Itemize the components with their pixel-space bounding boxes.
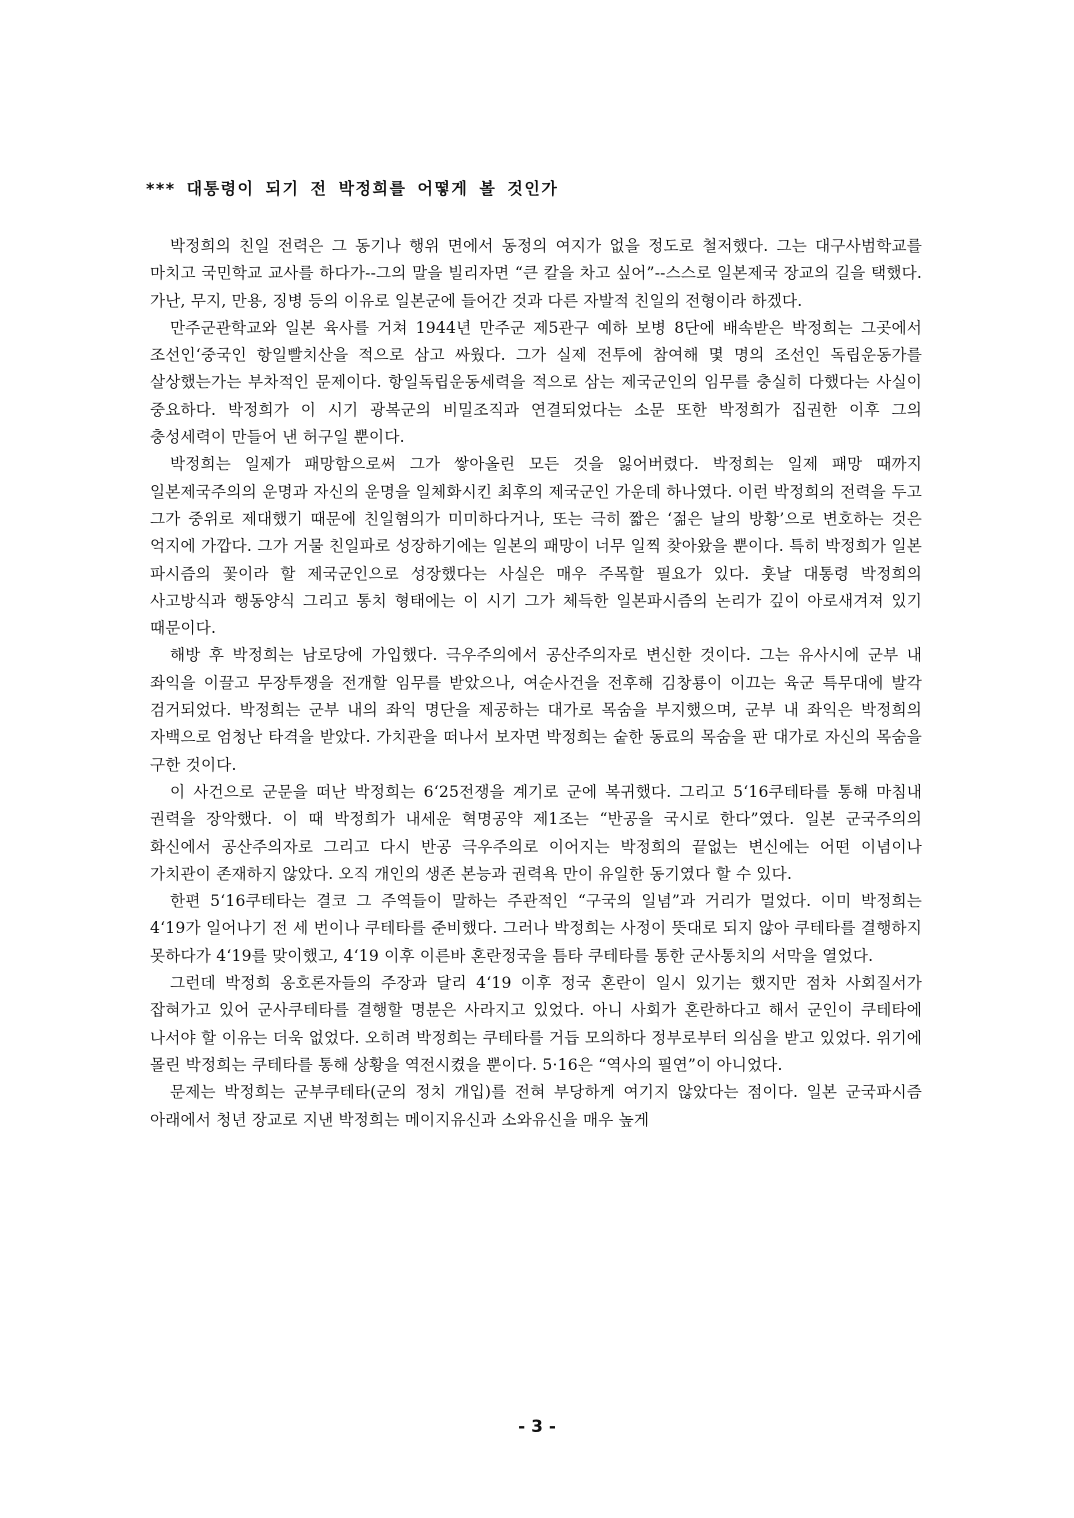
paragraph-8: 문제는 박정희는 군부쿠테타(군의 정치 개입)를 전혀 부당하게 여기지 않았다는 점이다. 일본 군국파시즘 아래에서 청년 장교로 지낸 박정희는 메이지유신과 소와유신을 매우 높게 — [150, 1083, 922, 1129]
body-text — [150, 233, 922, 1134]
paragraph-6: 한편 5‘16쿠테타는 결코 그 주역들이 말하는 주관적인 “구국의 일념”과 거리가 멀었다. 이미 박정희는 4‘19가 일어나기 전 세 번이나 쿠테타를 준비했다. 그러나 박정희는 사정이 뜻대로 되지 않아 쿠테타를 결행하지 못하다가 4‘19를 맞이했고, 4‘19 이후 이른바 혼란정국을 틈타 쿠테타를 통한 군사통치의 서막을 열었다. — [150, 892, 922, 965]
paragraph-1: 박정희의 친일 전력은 그 동기나 행위 면에서 동정의 여지가 없을 정도로 철저했다. 그는 대구사범학교를 마치고 국민학교 교사를 하다가--그의 말을 빌리자면 “큰 칼을 차고 싶어”--스스로 일본제국 장교의 길을 택했다. 가난, 무지, 만용, 징병 등의 이유로 일본군에 들어간 것과 다른 자발적 친일의 전형이라 하겠다. — [150, 237, 922, 310]
paragraph-2: 만주군관학교와 일본 육사를 거쳐 1944년 만주군 제5관구 예하 보병 8단에 배속받은 박정희는 그곳에서 조선인‘중국인 항일빨치산을 적으로 삼고 싸웠다. 그가 실제 전투에 참여해 몇 명의 조선인 독립운동가를 살상했는가는 부차적인 문제이다. 항일독립운동세력을 적으로 삼는 제국군인의 임무를 충실히 다했다는 사실이 중요하다. 박정희가 이 시기 광복군의 비밀조직과 연결되었다는 소문 또한 박정희가 집권한 이후 그의 충성세력이 만들어 낸 허구일 뿐이다. — [150, 318, 922, 447]
paragraph-4: 해방 후 박정희는 남로당에 가입했다. 극우주의에서 공산주의자로 변신한 것이다. 그는 유사시에 군부 내 좌익을 이끌고 무장투쟁을 전개할 임무를 받았으나, 여순사건을 전후해 김창룡이 이끄는 육군 특무대에 발각 검거되었다. 박정희는 군부 내의 좌익 명단을 제공하는 대가로 목숨을 부지했으며, 군부 내 좌익은 박정희의 자백으로 엄청난 타격을 받았다. 가치관을 떠나서 보자면 박정희는 숱한 동료의 목숨을 판 대가로 자신의 목숨을 구한 것이다. — [150, 646, 922, 774]
page-number: - 3 - — [518, 1417, 556, 1437]
paragraph-7: 그런데 박정희 옹호론자들의 주장과 달리 4‘19 이후 정국 혼란이 일시 있기는 했지만 점차 사회질서가 잡혀가고 있어 군사쿠테타를 결행할 명분은 사라지고 있었다. 아니 사회가 혼란하다고 해서 군인이 쿠테타에 나서야 할 이유는 더욱 없었다. 오히려 박정희는 쿠테타를 거듭 모의하다 정부로부터 의심을 받고 있었다. 위기에 몰린 박정희는 쿠테타를 통해 상황을 역전시켰을 뿐이다. 5·16은 “역사의 필연”이 아니었다. — [150, 974, 922, 1074]
paragraph-5: 이 사건으로 군문을 떠난 박정희는 6‘25전쟁을 계기로 군에 복귀했다. 그리고 5‘16쿠테타를 통해 마침내 권력을 장악했다. 이 때 박정희가 내세운 혁명공약 제1조는 “반공을 국시로 한다”였다. 일본 군국주의의 화신에서 공산주의자로 그리고 다시 반공 극우주의로 이어지는 박정희의 끝없는 변신에는 어떤 이념이나 가치관이 존재하지 않았다. 오직 개인의 생존 본능과 권력욕 만이 유일한 동기였다 할 수 있다. — [150, 782, 922, 883]
section-heading: *** 대통령이 되기 전 박정희를 어떻게 볼 것인가 — [146, 179, 559, 198]
paragraph-3: 박정희는 일제가 패망함으로써 그가 쌓아올린 모든 것을 잃어버렸다. 박정희는 일제 패망 때까지 일본제국주의의 운명과 자신의 운명을 일체화시킨 최후의 제국군인 가운데 하나였다. 이런 박정희의 전력을 두고 그가 중위로 제대했기 때문에 친일혐의가 미미하다거나, 또는 극히 짧은 ‘젊은 날의 방황’으로 변호하는 것은 억지에 가깝다. 그가 거물 친일파로 성장하기에는 일본의 패망이 너무 일찍 찾아왔을 뿐이다. 특히 박정희가 일본 파시즘의 꽃이라 할 제국군인으로 성장했다는 사실은 매우 주목할 필요가 있다. 훗날 대통령 박정희의 사고방식과 행동양식 그리고 통치 형태에는 이 시기 그가 체득한 일본파시즘의 논리가 깊이 아로새겨져 있기 때문이다. — [150, 455, 922, 638]
